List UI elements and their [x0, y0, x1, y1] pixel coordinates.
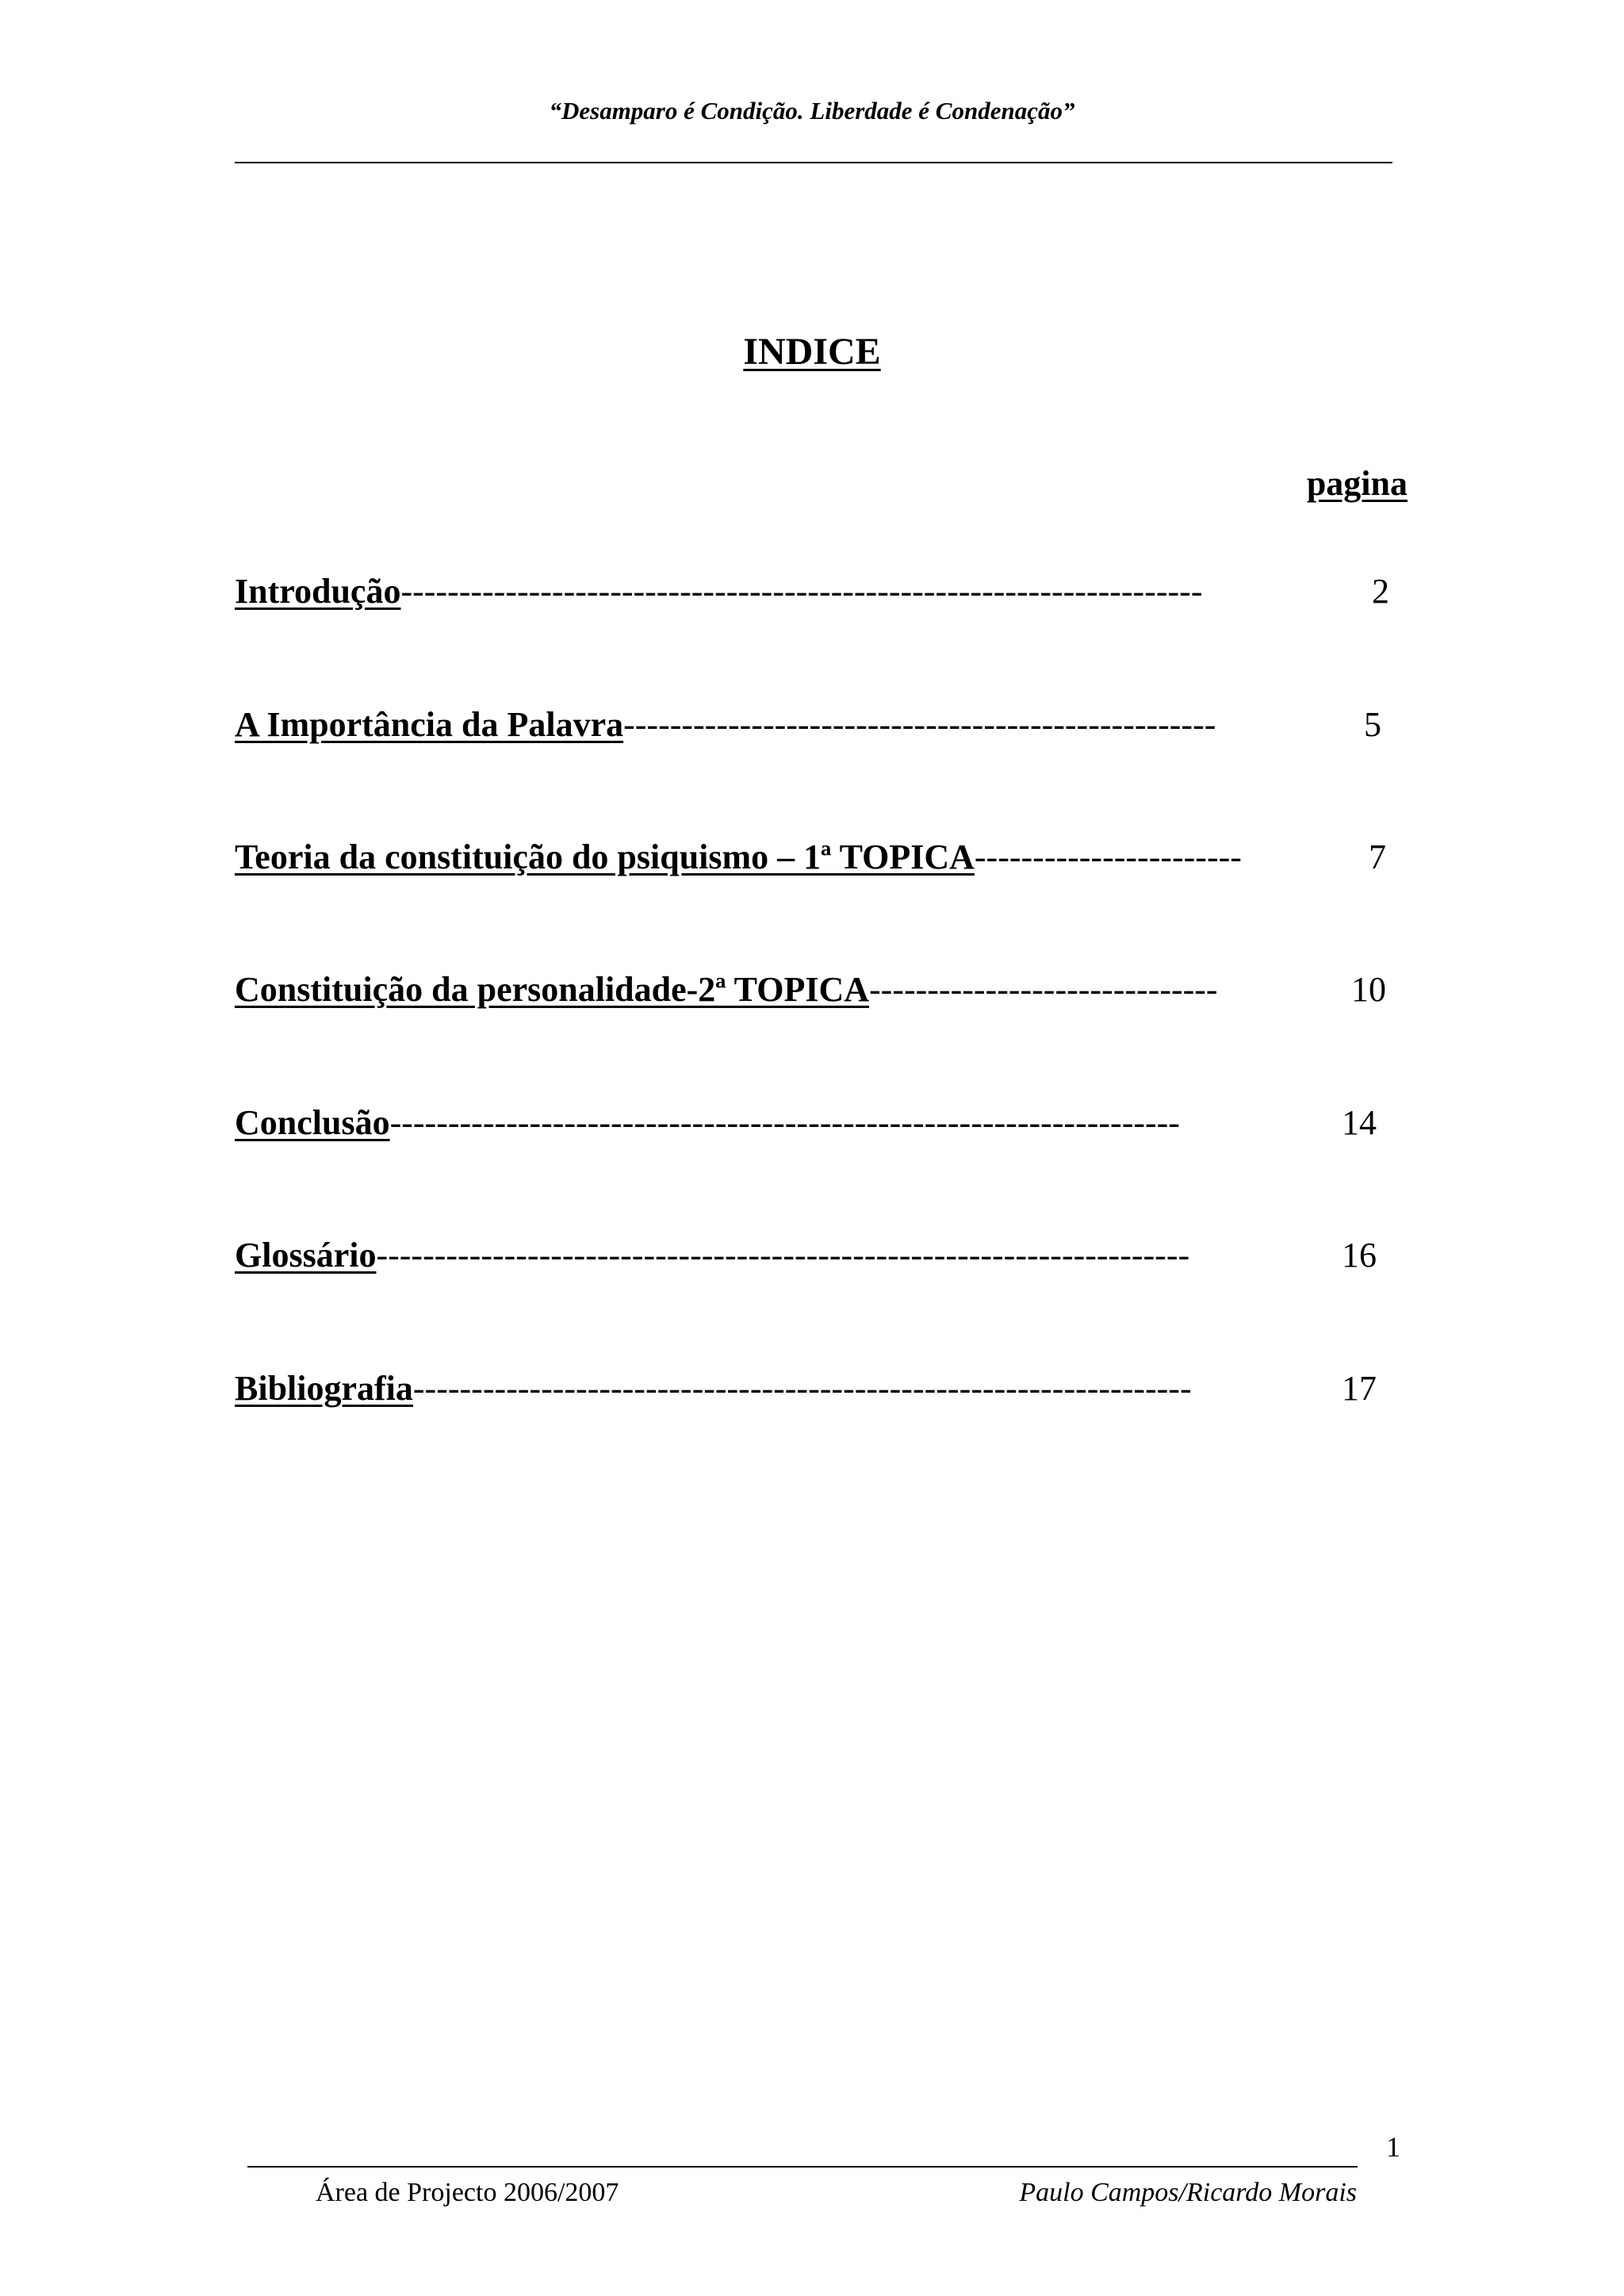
toc-title: INDICE: [743, 331, 881, 373]
toc-entry-importancia-palavra[interactable]: [235, 704, 1405, 752]
toc-leader-dots: ---------------------------------------------------------------------: [400, 572, 1203, 611]
toc-entry-page: 14: [1342, 1103, 1377, 1142]
toc-entry-label: A Importância da Palavra: [235, 705, 624, 744]
toc-leader-dots: ------------------------------: [869, 970, 1218, 1009]
toc-entry-page: 7: [1369, 838, 1386, 876]
header-rule: [235, 162, 1392, 163]
footer-page-number: 1: [1386, 2131, 1400, 2163]
toc-leader-dots: ----------------------------------------------------------------------: [376, 1236, 1190, 1274]
toc-entry-page: 17: [1342, 1369, 1377, 1408]
toc-entry-glossario[interactable]: [235, 1235, 1405, 1282]
toc-entry-label: Conclusão: [235, 1103, 390, 1142]
footer-course: Área de Projecto 2006/2007: [316, 2178, 619, 2207]
toc-leader-dots: --------------------------------------------------------------------: [389, 1103, 1180, 1142]
toc-leader-dots: -----------------------: [974, 838, 1242, 876]
toc-entry-page: 2: [1372, 572, 1389, 611]
toc-entry-page: 10: [1351, 970, 1386, 1009]
toc-entry-constituicao-personalidade[interactable]: [235, 969, 1405, 1017]
toc-entry-introducao[interactable]: [235, 571, 1405, 619]
toc-entry-bibliografia[interactable]: [235, 1368, 1405, 1416]
toc-entry-label: Constituição da personalidade-2ª TOPICA: [235, 970, 870, 1009]
toc-entry-conclusao[interactable]: [235, 1102, 1405, 1150]
footer-rule: [247, 2166, 1358, 2168]
toc-entry-label: Introdução: [235, 572, 401, 611]
toc-entry-page: 16: [1342, 1236, 1377, 1274]
toc-entry-page: 5: [1364, 705, 1381, 744]
toc-leader-dots: -------------------------------------------------------------------: [412, 1369, 1192, 1408]
toc-leader-dots: ---------------------------------------------------: [623, 705, 1216, 744]
toc-entry-label: Bibliografia: [235, 1369, 413, 1408]
toc-entry-label: Teoria da constituição do psiquismo – 1ª TOPICA: [235, 838, 975, 876]
toc-entry-label: Glossário: [235, 1236, 377, 1274]
footer-authors: Paulo Campos/Ricardo Morais: [1019, 2178, 1357, 2207]
page-column-label: pagina: [1306, 464, 1408, 503]
header-quote: “Desamparo é Condição. Liberdade é Condenação”: [549, 97, 1075, 125]
toc-entry-teoria-psiquismo[interactable]: [235, 837, 1405, 884]
